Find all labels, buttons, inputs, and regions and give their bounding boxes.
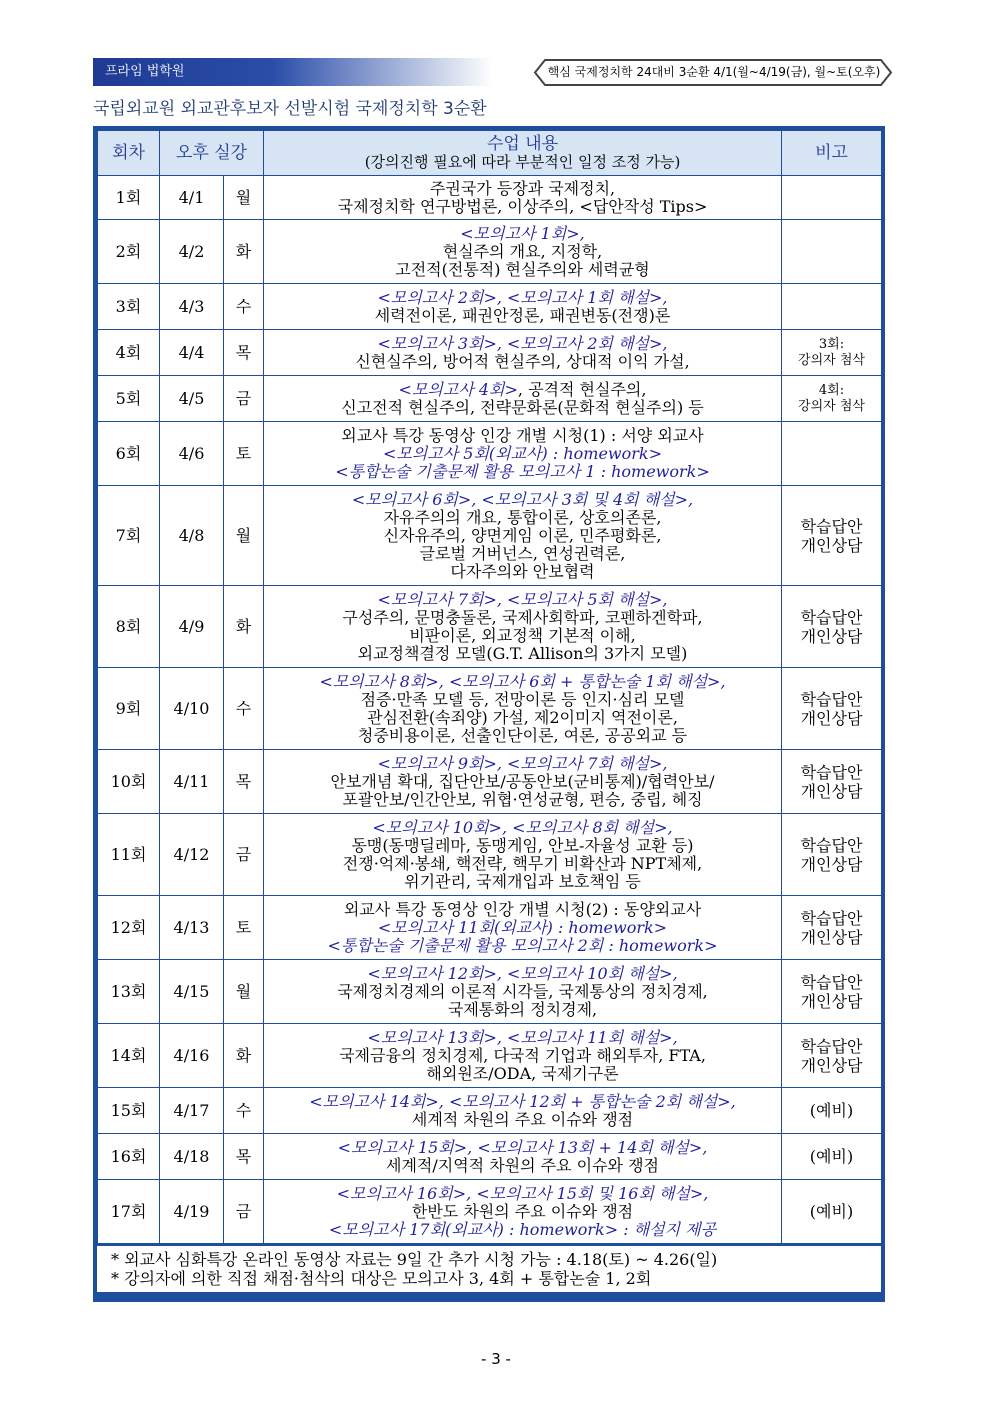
note-line: 학습답안 — [800, 762, 863, 782]
academy-banner — [93, 58, 493, 86]
content-line: 청중비용이론, 선출인단이론, 여론, 공공외교 등 — [357, 725, 688, 745]
table-row — [98, 220, 882, 284]
content-line: <모의고사 12회>, <모의고사 10회 해설>, — [367, 963, 678, 983]
note-line: (예비) — [809, 1147, 854, 1166]
session-content — [264, 176, 782, 220]
note-line: 학습답안 — [800, 908, 863, 928]
content-line: <모의고사 10회>, <모의고사 8회 해설>, — [372, 817, 673, 837]
session-content — [264, 586, 782, 668]
table-row — [98, 1180, 882, 1244]
session-day: 수 — [224, 668, 264, 750]
session-note — [782, 668, 882, 750]
session-number: 6회 — [98, 422, 160, 486]
session-date: 4/4 — [160, 330, 224, 376]
content-line: 주권국가 등장과 국제정치, — [429, 178, 616, 198]
session-note — [782, 284, 882, 330]
content-line: <통합논술 기출문제 활용 모의고사 1 : homework> — [335, 461, 710, 481]
session-day: 화 — [224, 586, 264, 668]
table-row — [98, 668, 882, 750]
content-line: <모의고사 16회>, <모의고사 15회 및 16회 해설>, — [336, 1183, 709, 1203]
session-date: 4/15 — [160, 960, 224, 1024]
session-number: 2회 — [98, 220, 160, 284]
content-line: 포괄안보/인간안보, 위협·연성균형, 편승, 중립, 헤징 — [342, 789, 703, 809]
table-row — [98, 1088, 882, 1134]
session-content — [264, 668, 782, 750]
session-day: 수 — [224, 284, 264, 330]
content-line: 외교사 특강 동영상 인강 개별 시청(2) : 동양외교사 — [343, 899, 702, 919]
session-note — [782, 176, 882, 220]
content-line: 동맹(동맹딜레마, 동맹게임, 안보-자율성 교환 등) — [351, 835, 694, 855]
session-date: 4/17 — [160, 1088, 224, 1134]
session-date: 4/13 — [160, 896, 224, 960]
session-note — [782, 486, 882, 586]
note-line: (예비) — [809, 1101, 854, 1120]
session-content — [264, 1024, 782, 1088]
session-date: 4/1 — [160, 176, 224, 220]
schedule-table — [97, 130, 882, 1244]
content-line — [266, 381, 779, 399]
content-line: <모의고사 6회>, <모의고사 3회 및 4회 해설>, — [351, 489, 694, 509]
note-line: 개인상담 — [800, 535, 863, 555]
session-note — [782, 586, 882, 668]
note-line: 학습답안 — [800, 516, 863, 536]
note-line: 개인상담 — [800, 708, 863, 728]
content-line: 신현실주의, 방어적 현실주의, 상대적 이익 가설, — [355, 351, 690, 371]
table-row — [98, 284, 882, 330]
content-line: 점증·만족 모델 등, 전망이론 등 인지·심리 모델 — [360, 689, 685, 709]
table-row — [98, 376, 882, 422]
session-content — [264, 376, 782, 422]
session-day: 월 — [224, 176, 264, 220]
note-line: 개인상담 — [800, 781, 863, 801]
session-number: 7회 — [98, 486, 160, 586]
content-line: 세계적 차원의 주요 이슈와 쟁점 — [411, 1109, 634, 1129]
content-line: 신자유주의, 양면게임 이론, 민주평화론, — [383, 525, 662, 545]
content-line: 국제금융의 정치경제, 다국적 기업과 해외투자, FTA, — [339, 1045, 706, 1065]
content-line: <모의고사 17회(외교사) : homework> : 해설지 제공 — [328, 1219, 717, 1239]
session-date: 4/2 — [160, 220, 224, 284]
session-day: 목 — [224, 1134, 264, 1180]
session-number: 17회 — [98, 1180, 160, 1244]
content-line: 외교정책결정 모델(G.T. Allison의 3가지 모델) — [357, 643, 688, 663]
content-line: <모의고사 5회(외교사) : homework> — [382, 443, 663, 463]
session-note — [782, 750, 882, 814]
session-date: 4/11 — [160, 750, 224, 814]
session-date: 4/5 — [160, 376, 224, 422]
table-row — [98, 896, 882, 960]
session-content — [264, 960, 782, 1024]
table-row — [98, 422, 882, 486]
content-line: 안보개념 확대, 집단안보/공동안보(군비통제)/협력안보/ — [330, 771, 715, 791]
content-line: <모의고사 2회>, <모의고사 1회 해설>, — [377, 287, 668, 307]
session-content — [264, 896, 782, 960]
session-note — [782, 1024, 882, 1088]
page-number: - 3 - — [481, 1350, 511, 1368]
session-day: 금 — [224, 814, 264, 896]
table-row — [98, 176, 882, 220]
session-content — [264, 422, 782, 486]
session-day: 토 — [224, 422, 264, 486]
content-line: <모의고사 7회>, <모의고사 5회 해설>, — [377, 589, 668, 609]
session-note — [782, 1134, 882, 1180]
note-line: 3회: — [818, 336, 845, 352]
content-line: 전쟁·억제·봉쇄, 핵전략, 핵무기 비확산과 NPT체제, — [342, 853, 703, 873]
session-day: 금 — [224, 1180, 264, 1244]
content-line: 세력전이론, 패권안정론, 패권변동(전쟁)론 — [374, 305, 671, 325]
content-line: 자유주의의 개요, 통합이론, 상호의존론, — [383, 507, 662, 527]
content-line: 비판이론, 외교정책 기본적 이해, — [409, 625, 636, 645]
session-day: 목 — [224, 330, 264, 376]
session-number: 11회 — [98, 814, 160, 896]
session-note — [782, 1180, 882, 1244]
col-session: 회차 — [98, 131, 160, 176]
content-line: <모의고사 13회>, <모의고사 11회 해설>, — [367, 1027, 678, 1047]
note-line: 4회: — [818, 382, 845, 398]
session-note — [782, 814, 882, 896]
note-line: 학습답안 — [800, 1036, 863, 1056]
footnote-1: * 외교사 심화특강 온라인 동영상 자료는 9일 간 추가 시청 가능 : 4.18(토) ~ 4.26(일) — [111, 1250, 718, 1269]
session-note — [782, 1088, 882, 1134]
session-date: 4/9 — [160, 586, 224, 668]
session-day: 금 — [224, 376, 264, 422]
session-day: 화 — [224, 220, 264, 284]
note-line: 학습답안 — [800, 689, 863, 709]
session-note — [782, 960, 882, 1024]
session-content — [264, 486, 782, 586]
session-day: 화 — [224, 1024, 264, 1088]
document-title: 국립외교원 외교관후보자 선발시험 국제정치학 3순환 — [93, 99, 487, 119]
session-number: 1회 — [98, 176, 160, 220]
session-date: 4/18 — [160, 1134, 224, 1180]
content-line-italic: <모의고사 4회> — [398, 379, 518, 399]
content-line: <통합논술 기출문제 활용 모의고사 2회 : homework> — [327, 935, 718, 955]
session-number: 14회 — [98, 1024, 160, 1088]
session-content — [264, 330, 782, 376]
schedule-frame — [93, 126, 885, 1302]
session-number: 8회 — [98, 586, 160, 668]
session-number: 10회 — [98, 750, 160, 814]
content-line: <모의고사 8회>, <모의고사 6회 + 통합논술 1회 해설>, — [319, 671, 726, 691]
session-date: 4/10 — [160, 668, 224, 750]
col-note: 비고 — [782, 131, 882, 176]
session-date: 4/6 — [160, 422, 224, 486]
session-note — [782, 220, 882, 284]
content-line: 관심전환(속죄양) 가설, 제2이미지 역전이론, — [367, 707, 678, 727]
session-note — [782, 422, 882, 486]
session-day: 월 — [224, 960, 264, 1024]
content-line: 현실주의 개요, 지정학, — [442, 241, 603, 261]
content-line: <모의고사 14회>, <모의고사 12회 + 통합논술 2회 해설>, — [309, 1091, 736, 1111]
content-line-plain: , 공격적 현실주의, — [517, 379, 647, 399]
session-content — [264, 284, 782, 330]
content-line: <모의고사 3회>, <모의고사 2회 해설>, — [377, 333, 668, 353]
academy-name: 프라임 법학원 — [105, 64, 185, 79]
content-line: 신고전적 현실주의, 전략문화론(문화적 현실주의) 등 — [341, 397, 704, 417]
table-row — [98, 586, 882, 668]
session-day: 목 — [224, 750, 264, 814]
content-line: 위기관리, 국제개입과 보호책임 등 — [404, 871, 641, 891]
session-content — [264, 1180, 782, 1244]
note-line: 강의자 첨삭 — [798, 398, 865, 414]
session-number: 3회 — [98, 284, 160, 330]
session-number: 5회 — [98, 376, 160, 422]
note-line: 학습답안 — [800, 972, 863, 992]
content-line: 국제통화의 정치경제, — [447, 999, 598, 1019]
content-title: 수업 내용 — [486, 134, 559, 154]
note-line: (예비) — [809, 1202, 854, 1221]
session-date: 4/8 — [160, 486, 224, 586]
session-content — [264, 1088, 782, 1134]
footnote-2: * 강의자에 의한 직접 채점·첨삭의 대상은 모의고사 3, 4회 + 통합논술 1, 2회 — [111, 1269, 652, 1288]
content-line: <모의고사 1회>, — [460, 223, 585, 243]
session-date: 4/12 — [160, 814, 224, 896]
session-date: 4/16 — [160, 1024, 224, 1088]
session-day: 토 — [224, 896, 264, 960]
table-row — [98, 1024, 882, 1088]
col-afternoon: 오후 실강 — [160, 131, 264, 176]
table-row — [98, 960, 882, 1024]
session-note — [782, 896, 882, 960]
note-line: 개인상담 — [800, 927, 863, 947]
session-content — [264, 220, 782, 284]
note-line: 개인상담 — [800, 991, 863, 1011]
content-line: <모의고사 9회>, <모의고사 7회 해설>, — [377, 753, 668, 773]
note-line: 개인상담 — [800, 626, 863, 646]
footnotes — [97, 1244, 881, 1292]
content-line: 세계적/지역적 차원의 주요 이슈와 쟁점 — [385, 1155, 660, 1175]
content-line: 국제정치학 연구방법론, 이상주의, <답안작성 Tips> — [337, 196, 708, 216]
content-line: 다자주의와 안보협력 — [450, 561, 595, 581]
content-line: 글로벌 거버넌스, 연성권력론, — [419, 543, 626, 563]
content-line: 외교사 특강 동영상 인강 개별 시청(1) : 서양 외교사 — [341, 425, 704, 445]
session-number: 13회 — [98, 960, 160, 1024]
note-line: 개인상담 — [800, 854, 863, 874]
content-line: 한반도 차원의 주요 이슈와 쟁점 — [411, 1201, 634, 1221]
table-row — [98, 330, 882, 376]
col-content — [264, 131, 782, 176]
session-number: 15회 — [98, 1088, 160, 1134]
table-row — [98, 486, 882, 586]
content-line: <모의고사 11회(외교사) : homework> — [377, 917, 668, 937]
session-content — [264, 1134, 782, 1180]
course-info: 핵심 국제정치학 24대비 3순환 4/1(월~4/19(금), 월~토(오후) — [547, 65, 881, 79]
table-row — [98, 750, 882, 814]
session-content — [264, 750, 782, 814]
content-line: 고전적(전통적) 현실주의와 세력균형 — [395, 259, 650, 279]
session-note — [782, 330, 882, 376]
session-day: 월 — [224, 486, 264, 586]
session-number: 4회 — [98, 330, 160, 376]
note-line: 개인상담 — [800, 1055, 863, 1075]
content-line: 해외원조/ODA, 국제기구론 — [426, 1063, 619, 1083]
content-line: <모의고사 15회>, <모의고사 13회 + 14회 해설>, — [337, 1137, 708, 1157]
session-date: 4/3 — [160, 284, 224, 330]
session-content — [264, 814, 782, 896]
note-line: 강의자 첨삭 — [798, 352, 865, 368]
note-line: 학습답안 — [800, 835, 863, 855]
session-number: 12회 — [98, 896, 160, 960]
course-info-banner — [533, 58, 893, 87]
table-row — [98, 814, 882, 896]
table-row — [98, 1134, 882, 1180]
content-subtitle: (강의진행 필요에 따라 부분적인 일정 조정 가능) — [364, 153, 681, 171]
session-day: 수 — [224, 1088, 264, 1134]
session-number: 16회 — [98, 1134, 160, 1180]
session-note — [782, 376, 882, 422]
table-header-row — [98, 131, 882, 176]
session-date: 4/19 — [160, 1180, 224, 1244]
content-line: 구성주의, 문명충돌론, 국제사회학파, 코펜하겐학파, — [342, 607, 703, 627]
content-line: 국제정치경제의 이론적 시각들, 국제통상의 정치경제, — [337, 981, 708, 1001]
session-number: 9회 — [98, 668, 160, 750]
note-line: 학습답안 — [800, 607, 863, 627]
